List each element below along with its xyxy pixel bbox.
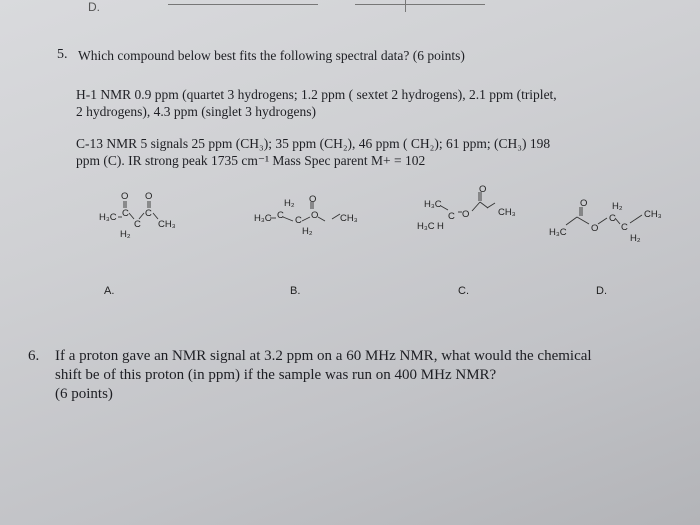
top-rule — [405, 0, 406, 12]
structure-b-h2: H₂ — [284, 198, 295, 209]
structure-c-carbon: C — [448, 211, 455, 222]
question-6-line-2: shift be of this proton (in ppm) if the sample was run on 400 MHz NMR? — [55, 367, 497, 383]
c13-nmr-line-2: ppm (C). IR strong peak 1735 cm⁻¹ Mass Spec parent M+ = 102 — [76, 153, 426, 168]
structure-c-oxygen: O — [462, 209, 470, 220]
question-6-number: 6. — [28, 348, 40, 364]
structure-b-ch3: CH₃ — [340, 213, 358, 224]
structure-a-oxygen: O — [145, 191, 153, 202]
h1-nmr-line-1: H-1 NMR 0.9 ppm (quartet 3 hydrogens; 1.2 ppm ( sextet 2 hydrogens), 2.1 ppm (triplet, — [76, 87, 557, 102]
structure-a-oxygen: O — [121, 191, 129, 202]
structure-d-oxygen: O — [591, 223, 599, 234]
option-b-label: B. — [290, 285, 301, 297]
structure-b-h3c: H₃C — [254, 213, 272, 224]
question-5-number: 5. — [57, 47, 68, 62]
structure-a-carbon: C — [122, 208, 129, 219]
structure-c-carbonyl-oxygen: O — [479, 184, 487, 195]
structure-d-carbon: C — [621, 222, 628, 233]
structure-d-carbonyl-oxygen: O — [580, 198, 588, 209]
top-rule — [355, 4, 485, 5]
structure-c-h3c: H₃C — [424, 199, 442, 210]
question-5-prompt: Which compound below best fits the following spectral data? (6 points) — [78, 48, 465, 63]
structure-c-h3c: H₃C — [417, 221, 435, 232]
corner-text: D. — [88, 0, 100, 14]
option-a-label: A. — [104, 285, 115, 297]
structure-d-carbon: C — [609, 213, 616, 224]
structure-d-h3c: H₃C — [549, 227, 567, 238]
structure-b-bonds — [250, 190, 360, 235]
option-d-label: D. — [596, 285, 607, 297]
structure-a-ch3: CH₃ — [158, 219, 176, 230]
structure-c-hydrogen: H — [437, 221, 444, 232]
question-6-line-1: If a proton gave an NMR signal at 3.2 ppm on a 60 MHz NMR, what would the chemical — [55, 348, 592, 364]
structure-b-h2: H₂ — [302, 226, 313, 237]
structure-a-carbon: C — [145, 208, 152, 219]
structure-a-h3c: H₃C — [99, 212, 117, 223]
structure-c-bonds — [415, 180, 525, 230]
structure-b-carbon: C — [295, 215, 302, 226]
c13-nmr-line-1: C-13 NMR 5 signals 25 ppm (CH₃); 35 ppm (CH₂), 46 ppm ( CH₂); 61 ppm; (CH₃) 198 — [76, 136, 551, 151]
question-6-line-3: (6 points) — [55, 386, 113, 402]
structure-b-oxygen: O — [309, 194, 317, 205]
h1-nmr-line-2: 2 hydrogens), 4.3 ppm (singlet 3 hydrogens) — [76, 104, 316, 119]
top-rule — [168, 4, 318, 5]
structure-d-h2: H₂ — [630, 233, 641, 244]
structure-b-carbonyl-oxygen: O — [311, 210, 319, 221]
option-c-label: C. — [458, 285, 469, 297]
structure-c-ch3: CH₃ — [498, 207, 516, 218]
structure-d-bonds — [545, 195, 665, 245]
structure-a-carbon: C — [134, 219, 141, 230]
structure-d-ch3: CH₃ — [644, 209, 662, 220]
structure-a-bonds — [95, 190, 185, 235]
structure-b-carbon: C — [277, 210, 284, 221]
structure-a-h2: H₂ — [120, 229, 131, 240]
structure-d-h2: H₂ — [612, 201, 623, 212]
